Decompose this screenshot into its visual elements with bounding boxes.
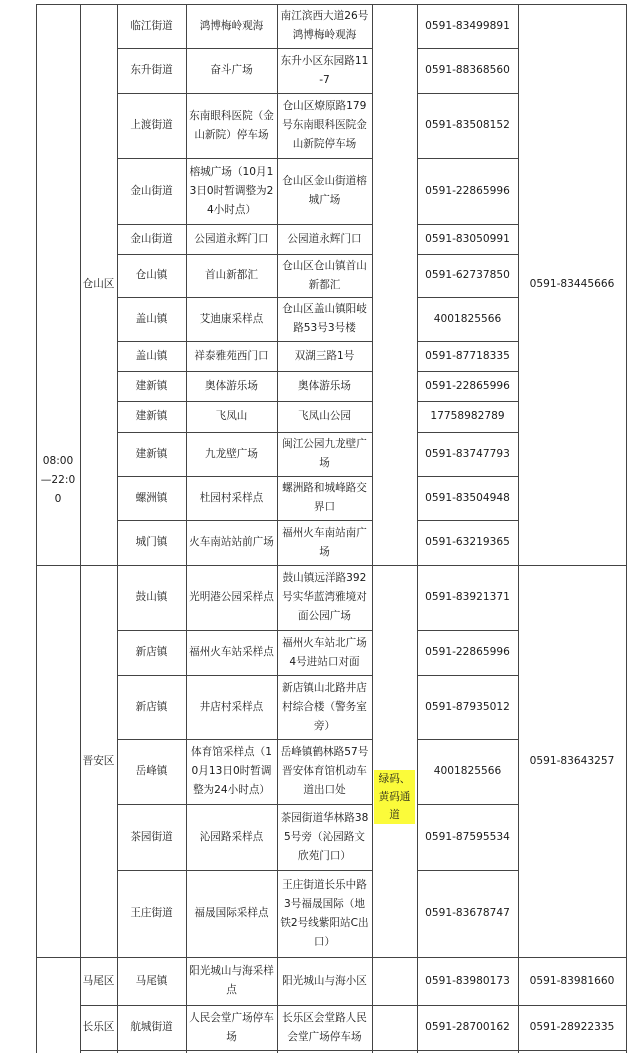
address-cell: 岳峰镇鹤林路57号晋安体育馆机动车道出口处 bbox=[280, 746, 369, 796]
phone-cell: 0591-83508152 bbox=[425, 119, 510, 131]
row-divider bbox=[117, 254, 373, 255]
row-divider bbox=[117, 520, 373, 521]
row-divider bbox=[417, 520, 519, 521]
row-divider bbox=[417, 432, 519, 433]
street-cell: 茶园街道 bbox=[130, 830, 173, 843]
column-divider bbox=[518, 4, 519, 1053]
row-divider bbox=[117, 48, 373, 49]
phone-cell: 0591-22865996 bbox=[425, 379, 510, 392]
row-divider bbox=[117, 804, 373, 805]
phone-cell: 0591-87595534 bbox=[425, 830, 510, 843]
site-cell: 体育馆采样点（10月13日0时暂调整为24小时点） bbox=[191, 746, 272, 796]
site-cell: 榕城广场（10月13日0时暂调整为24小时点） bbox=[189, 165, 274, 216]
street-cell: 上渡街道 bbox=[130, 119, 173, 131]
hotline-cell: 0591-83445666 bbox=[529, 278, 615, 290]
column-divider bbox=[417, 4, 418, 1053]
address-cell: 闽江公园九龙壁广场 bbox=[282, 438, 367, 469]
street-cell: 马尾镇 bbox=[135, 974, 168, 987]
phone-cell: 0591-83499891 bbox=[425, 19, 510, 32]
row-divider bbox=[417, 158, 519, 159]
row-divider bbox=[417, 48, 519, 49]
row-divider bbox=[117, 401, 373, 402]
phone-cell: 0591-83678747 bbox=[425, 907, 510, 919]
district-cell: 马尾区 bbox=[82, 974, 115, 987]
site-cell: 井店村采样点 bbox=[199, 700, 264, 713]
address-cell: 长乐区会堂路人民会堂广场停车场 bbox=[282, 1011, 367, 1043]
site-cell: 光明港公园采样点 bbox=[189, 591, 274, 603]
street-cell: 建新镇 bbox=[135, 447, 168, 460]
hotline-cell: 0591-83981660 bbox=[529, 974, 615, 987]
phone-cell: 0591-83504948 bbox=[425, 491, 510, 504]
phone-cell: 17758982789 bbox=[430, 410, 505, 422]
site-cell: 艾迪康采样点 bbox=[199, 312, 264, 325]
street-cell: 临江街道 bbox=[130, 19, 173, 32]
row-divider bbox=[80, 565, 627, 566]
site-cell: 奥体游乐场 bbox=[205, 379, 258, 392]
row-divider bbox=[117, 870, 373, 871]
column-divider bbox=[626, 4, 627, 1053]
address-cell: 茶园街道华林路385号旁（沁园路文欣苑门口） bbox=[280, 811, 369, 862]
row-divider bbox=[117, 630, 373, 631]
address-cell: 仓山区盖山镇阳岐路53号3号楼 bbox=[282, 303, 367, 334]
address-cell: 阳光城山与海小区 bbox=[282, 974, 367, 987]
street-cell: 东升街道 bbox=[130, 64, 173, 76]
phone-cell: 0591-88368560 bbox=[425, 64, 510, 76]
address-cell: 双湖三路1号 bbox=[294, 349, 355, 362]
column-divider bbox=[36, 4, 37, 1053]
phone-cell: 0591-87935012 bbox=[425, 700, 510, 713]
street-cell: 螺洲镇 bbox=[135, 491, 168, 504]
address-cell: 东升小区东园路11-7 bbox=[280, 54, 369, 86]
phone-cell: 0591-83747793 bbox=[425, 447, 510, 460]
phone-cell: 0591-22865996 bbox=[425, 184, 510, 197]
address-cell: 福州火车南站南广场 bbox=[282, 526, 367, 558]
column-divider bbox=[186, 4, 187, 1053]
district-cell: 仓山区 bbox=[82, 278, 115, 290]
row-divider bbox=[117, 432, 373, 433]
address-cell: 福州火车站北广场4号进站口对面 bbox=[282, 636, 367, 668]
street-cell: 盖山镇 bbox=[135, 312, 168, 325]
street-cell: 建新镇 bbox=[135, 410, 168, 422]
row-divider bbox=[417, 739, 519, 740]
street-cell: 金山街道 bbox=[130, 184, 173, 197]
row-divider bbox=[417, 341, 519, 342]
district-cell: 晋安区 bbox=[82, 754, 115, 767]
row-divider bbox=[36, 957, 627, 958]
phone-cell: 0591-83050991 bbox=[425, 232, 510, 245]
address-cell: 仓山区金山街道榕城广场 bbox=[282, 175, 367, 206]
site-cell: 沁园路采样点 bbox=[199, 830, 264, 843]
row-divider bbox=[117, 297, 373, 298]
site-cell: 福州火车站采样点 bbox=[189, 646, 274, 658]
row-divider bbox=[80, 1050, 627, 1051]
address-cell: 新店镇山北路井店村综合楼（警务室旁） bbox=[282, 681, 367, 732]
address-cell: 仓山区仓山镇首山新都汇 bbox=[282, 259, 367, 291]
site-cell: 阳光城山与海采样点 bbox=[189, 965, 274, 996]
hotline-cell: 0591-28922335 bbox=[529, 1021, 615, 1033]
access-channel-label bbox=[372, 770, 417, 824]
row-divider bbox=[417, 224, 519, 225]
address-cell: 飞凤山公园 bbox=[298, 410, 351, 422]
site-cell: 飞凤山 bbox=[215, 410, 248, 422]
access-channel-highlight: 绿码、黄码通道 bbox=[374, 770, 415, 824]
column-divider bbox=[117, 4, 118, 1053]
site-cell: 东南眼科医院（金山新院）停车场 bbox=[189, 109, 274, 141]
site-cell: 祥泰雅苑西门口 bbox=[194, 349, 269, 362]
row-divider bbox=[36, 565, 81, 566]
row-divider bbox=[36, 4, 627, 5]
row-divider bbox=[417, 675, 519, 676]
street-cell: 建新镇 bbox=[135, 379, 168, 392]
street-cell: 新店镇 bbox=[135, 646, 168, 658]
address-cell: 公园道永辉门口 bbox=[287, 232, 362, 245]
hours-cell: 08:00—22:00 bbox=[40, 455, 76, 505]
row-divider bbox=[117, 371, 373, 372]
site-cell: 公园道永辉门口 bbox=[194, 232, 269, 245]
site-cell: 奋斗广场 bbox=[210, 64, 253, 76]
site-cell: 福晟国际采样点 bbox=[194, 907, 269, 919]
row-divider bbox=[80, 1005, 627, 1006]
site-cell: 鸿博梅岭观海 bbox=[199, 19, 264, 32]
address-cell: 鼓山镇远洋路392号实华蓝湾雅境对面公园广场 bbox=[282, 572, 367, 622]
phone-cell: 0591-83921371 bbox=[425, 591, 510, 603]
street-cell: 航城街道 bbox=[130, 1021, 173, 1033]
column-divider bbox=[277, 4, 278, 1053]
phone-cell: 0591-22865996 bbox=[425, 646, 510, 658]
row-divider bbox=[117, 158, 373, 159]
phone-cell: 0591-28700162 bbox=[425, 1021, 510, 1033]
row-divider bbox=[417, 870, 519, 871]
row-divider bbox=[417, 93, 519, 94]
phone-cell: 0591-62737850 bbox=[425, 269, 510, 281]
street-cell: 鼓山镇 bbox=[135, 591, 168, 603]
phone-cell: 4001825566 bbox=[433, 765, 502, 777]
address-cell: 螺洲路和城峰路交界口 bbox=[282, 482, 367, 513]
row-divider bbox=[117, 224, 373, 225]
phone-cell: 0591-83980173 bbox=[425, 974, 510, 987]
address-cell: 王庄街道长乐中路3号福晟国际（地铁2号线紫阳站C出口） bbox=[280, 878, 369, 948]
site-cell: 九龙壁广场 bbox=[205, 447, 258, 460]
street-cell: 王庄街道 bbox=[130, 907, 173, 919]
address-cell: 奥体游乐场 bbox=[298, 379, 351, 392]
row-divider bbox=[117, 739, 373, 740]
row-divider bbox=[417, 630, 519, 631]
row-divider bbox=[117, 341, 373, 342]
street-cell: 盖山镇 bbox=[135, 349, 168, 362]
hotline-cell: 0591-83643257 bbox=[529, 754, 615, 767]
row-divider bbox=[417, 476, 519, 477]
phone-cell: 0591-87718335 bbox=[425, 349, 510, 362]
column-divider bbox=[372, 4, 373, 1053]
district-cell: 长乐区 bbox=[82, 1021, 115, 1033]
row-divider bbox=[117, 476, 373, 477]
row-divider bbox=[417, 297, 519, 298]
address-cell: 南江滨西大道26号鸿博梅岭观海 bbox=[280, 10, 369, 41]
row-divider bbox=[417, 254, 519, 255]
row-divider bbox=[417, 804, 519, 805]
street-cell: 仓山镇 bbox=[135, 269, 168, 281]
row-divider bbox=[417, 371, 519, 372]
phone-cell: 4001825566 bbox=[433, 312, 502, 325]
row-divider bbox=[117, 93, 373, 94]
phone-cell: 0591-63219365 bbox=[425, 536, 510, 548]
street-cell: 城门镇 bbox=[135, 536, 168, 548]
street-cell: 金山街道 bbox=[130, 232, 173, 245]
site-cell: 人民会堂广场停车场 bbox=[189, 1011, 274, 1043]
site-cell: 杜园村采样点 bbox=[199, 491, 264, 504]
street-cell: 新店镇 bbox=[135, 700, 168, 713]
address-cell: 仓山区燎原路179号东南眼科医院金山新院停车场 bbox=[282, 100, 367, 150]
site-cell: 首山新都汇 bbox=[205, 269, 258, 281]
column-divider bbox=[80, 4, 81, 1053]
site-cell: 火车南站站前广场 bbox=[189, 536, 274, 548]
street-cell: 岳峰镇 bbox=[135, 765, 168, 777]
row-divider bbox=[117, 675, 373, 676]
row-divider bbox=[417, 401, 519, 402]
